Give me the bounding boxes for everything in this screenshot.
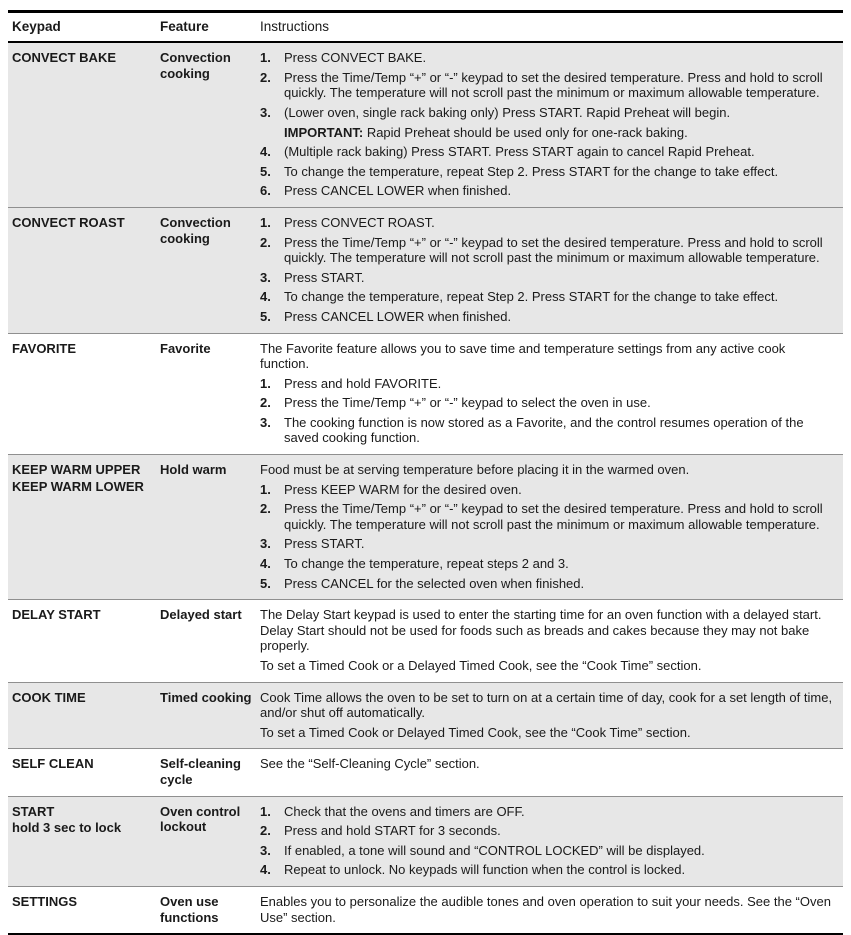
keypad-name: COOK TIME xyxy=(12,689,86,705)
instruction-step xyxy=(260,270,835,286)
step-text: To change the temperature, repeat Step 2. Press START for the change to take effect. xyxy=(284,163,779,179)
step-text: Press CONVECT ROAST. xyxy=(284,214,435,230)
step-text: Press START. xyxy=(284,269,365,285)
step-text: Press the Time/Temp “+” or “-” keypad to set the desired temperature. Press and hold to scroll quickly. The temperature will not scroll past the minimum or maximum allowable temperature. xyxy=(284,69,823,101)
instruction-step xyxy=(260,235,835,266)
table-body xyxy=(8,43,843,933)
keypad-name: hold 3 sec to lock xyxy=(12,820,122,836)
step-number: 5. xyxy=(260,163,271,179)
instruction-step xyxy=(260,804,835,820)
step-text: Press CANCEL for the selected oven when finished. xyxy=(284,575,585,591)
step-text: Press KEEP WARM for the desired oven. xyxy=(284,481,522,497)
feature-cell: Favorite xyxy=(160,340,211,356)
step-text: (Lower oven, single rack baking only) Press START. Rapid Preheat will begin. xyxy=(284,104,731,120)
table-row xyxy=(8,748,843,795)
step-number: 2. xyxy=(260,395,271,411)
instruction-step xyxy=(260,376,835,392)
instruction-paragraph: Cook Time allows the oven to be set to turn on at a certain time of day, cook for a set length of time, and/or shut off automatically. xyxy=(260,689,833,721)
instruction-step xyxy=(260,164,835,180)
step-number: 5. xyxy=(260,308,271,324)
keypad-cell xyxy=(8,894,160,925)
step-number: 1. xyxy=(260,481,271,497)
instruction-paragraph: To set a Timed Cook or a Delayed Timed Cook, see the “Cook Time” section. xyxy=(260,658,702,673)
instruction-step xyxy=(260,50,835,66)
table-row xyxy=(8,454,843,599)
column-header-instructions: Instructions xyxy=(260,19,330,34)
step-text: Press and hold FAVORITE. xyxy=(284,375,442,391)
instructions-cell xyxy=(260,607,843,673)
table-row xyxy=(8,207,843,333)
note-label: IMPORTANT: xyxy=(284,124,364,140)
instruction-step xyxy=(260,183,835,199)
keypad-cell xyxy=(8,341,160,447)
step-text: Press CANCEL LOWER when finished. xyxy=(284,308,512,324)
instruction-step xyxy=(260,823,835,839)
instruction-step xyxy=(260,215,835,231)
instruction-step xyxy=(260,556,835,572)
instruction-step xyxy=(260,105,835,121)
step-text: Press the Time/Temp “+” or “-” keypad to set the desired temperature. Press and hold to scroll quickly. The temperature will not scroll past the minimum or maximum allowable temperature. xyxy=(284,501,823,532)
instruction-step xyxy=(260,70,835,101)
step-number: 1. xyxy=(260,214,271,230)
instruction-paragraph: The Favorite feature allows you to save time and temperature settings from any active cook function. xyxy=(260,340,786,372)
step-text: Press START. xyxy=(284,536,365,552)
step-number: 1. xyxy=(260,50,271,66)
step-number: 1. xyxy=(260,375,271,391)
feature-cell: Hold warm xyxy=(160,462,227,478)
feature-cell: Timed cooking xyxy=(160,689,252,705)
instruction-step xyxy=(260,843,835,859)
instruction-paragraph: Enables you to personalize the audible tones and oven operation to suit your needs. See the “Oven Use” section. xyxy=(260,893,831,925)
keypad-cell xyxy=(8,462,160,591)
feature-cell: Convection cooking xyxy=(160,214,231,246)
instruction-paragraph: See the “Self-Cleaning Cycle” section. xyxy=(260,756,480,772)
keypad-cell xyxy=(8,50,160,199)
keypad-name: KEEP WARM LOWER xyxy=(12,478,144,494)
step-text: Press the Time/Temp “+” or “-” keypad to set the desired temperature. Press and hold to scroll quickly. The temperature will not scroll past the minimum or maximum allowable temperature. xyxy=(284,234,823,266)
keypad-name: DELAY START xyxy=(12,607,101,623)
step-text: Check that the ovens and timers are OFF. xyxy=(284,803,525,819)
table-row xyxy=(8,333,843,455)
step-number: 4. xyxy=(260,144,271,160)
keypad-cell xyxy=(8,215,160,325)
instruction-paragraph: To set a Timed Cook or Delayed Timed Cook, see the “Cook Time” section. xyxy=(260,724,691,740)
keypad-name: CONVECT ROAST xyxy=(12,214,125,230)
instruction-step xyxy=(260,144,835,160)
keypad-feature-table xyxy=(8,10,843,935)
keypad-cell xyxy=(8,804,160,878)
feature-cell: Convection cooking xyxy=(160,50,231,81)
step-number: 2. xyxy=(260,234,271,250)
step-text: The cooking function is now stored as a Favorite, and the control resumes operation of the saved cooking function. xyxy=(284,414,804,446)
instructions-cell xyxy=(260,804,843,878)
instructions-cell xyxy=(260,215,843,325)
instructions-cell xyxy=(260,50,843,199)
step-number: 2. xyxy=(260,823,271,839)
instruction-step xyxy=(260,576,835,592)
instructions-cell xyxy=(260,690,843,741)
instruction-step xyxy=(260,536,835,552)
instruction-step xyxy=(260,395,835,411)
step-text: If enabled, a tone will sound and “CONTROL LOCKED” will be displayed. xyxy=(284,842,705,858)
step-number: 3. xyxy=(260,536,271,552)
step-text: Press CANCEL LOWER when finished. xyxy=(284,183,512,199)
instructions-cell xyxy=(260,341,843,447)
keypad-name: SETTINGS xyxy=(12,893,78,909)
step-text: Press CONVECT BAKE. xyxy=(284,50,427,66)
step-number: 2. xyxy=(260,501,271,517)
column-header-feature: Feature xyxy=(160,19,209,34)
table-row xyxy=(8,796,843,886)
instruction-step xyxy=(260,415,835,446)
step-text: (Multiple rack baking) Press START. Press START again to cancel Rapid Preheat. xyxy=(284,144,755,160)
keypad-name: SELF CLEAN xyxy=(12,756,94,772)
step-number: 6. xyxy=(260,183,271,199)
step-text: To change the temperature, repeat Step 2. Press START for the change to take effect. xyxy=(284,289,779,305)
step-number: 3. xyxy=(260,269,271,285)
step-number: 5. xyxy=(260,575,271,591)
keypad-name: CONVECT BAKE xyxy=(12,50,117,66)
instructions-cell xyxy=(260,462,843,591)
table-row xyxy=(8,886,843,933)
step-number: 4. xyxy=(260,862,271,878)
step-number: 3. xyxy=(260,842,271,858)
keypad-name: KEEP WARM UPPER xyxy=(12,462,141,478)
instructions-cell xyxy=(260,894,843,925)
feature-cell: Self-cleaning cycle xyxy=(160,756,241,787)
table-header xyxy=(8,13,843,43)
keypad-cell xyxy=(8,607,160,673)
feature-cell: Oven use functions xyxy=(160,893,219,925)
feature-cell: Oven control lockout xyxy=(160,803,241,835)
instruction-step xyxy=(260,289,835,305)
step-text: Repeat to unlock. No keypads will function when the control is locked. xyxy=(284,862,686,878)
instruction-step xyxy=(260,501,835,532)
instruction-step xyxy=(260,309,835,325)
instruction-paragraph: Food must be at serving temperature before placing it in the warmed oven. xyxy=(260,462,690,478)
instruction-paragraph: The Delay Start keypad is used to enter the starting time for an oven function with a delayed start. Delay Start should not be used for foods such as breads and cakes because they may not bake properly. xyxy=(260,607,822,654)
step-number: 2. xyxy=(260,69,271,85)
important-note: IMPORTANT: Rapid Preheat should be used only for one-rack baking. xyxy=(284,124,688,140)
step-number: 4. xyxy=(260,556,271,572)
keypad-cell xyxy=(8,690,160,741)
table-row xyxy=(8,599,843,681)
step-number: 3. xyxy=(260,414,271,430)
step-number: 3. xyxy=(260,104,271,120)
table-row xyxy=(8,43,843,207)
step-text: Press the Time/Temp “+” or “-” keypad to select the oven in use. xyxy=(284,395,651,411)
table-row xyxy=(8,682,843,749)
keypad-cell xyxy=(8,756,160,787)
step-text: To change the temperature, repeat steps 2 and 3. xyxy=(284,556,569,572)
instruction-step xyxy=(260,482,835,498)
instructions-cell xyxy=(260,756,843,787)
keypad-name: START xyxy=(12,803,55,819)
step-number: 1. xyxy=(260,803,271,819)
keypad-name: FAVORITE xyxy=(12,340,77,356)
feature-cell: Delayed start xyxy=(160,607,242,623)
step-text: Press and hold START for 3 seconds. xyxy=(284,823,501,839)
column-header-keypad: Keypad xyxy=(12,19,61,34)
step-number: 4. xyxy=(260,289,271,305)
